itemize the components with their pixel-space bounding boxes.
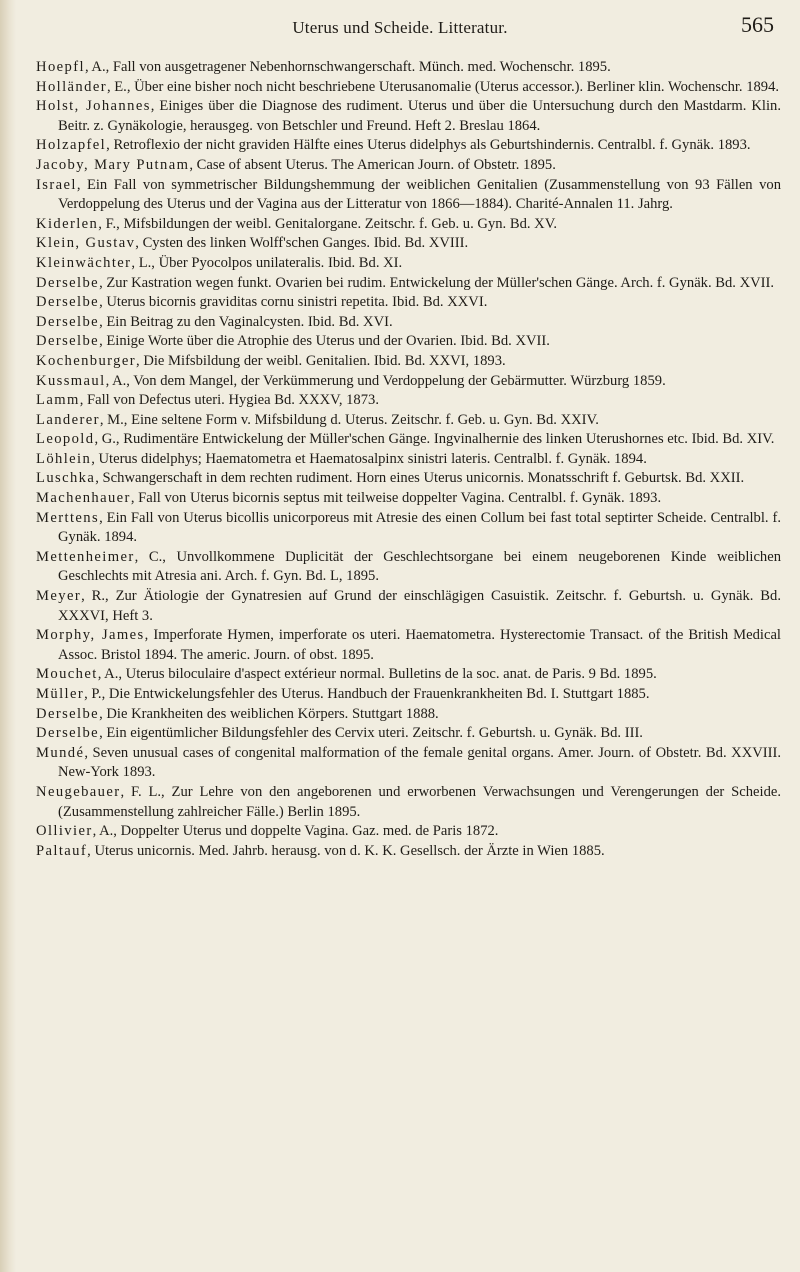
entry-citation: , Case of absent Uterus. The American Journ. of Obstetr. 1895. xyxy=(189,156,556,173)
entry-author: Kleinwächter xyxy=(36,254,132,271)
entry-citation: , A., Von dem Mangel, der Verkümmerung und Verdoppelung der Gebärmutter. Würzburg 1859. xyxy=(105,372,666,389)
entry-citation: , Uterus didelphys; Haematometra et Haematosalpinx sinistri lateris. Centralbl. f. Gynäk. 1894. xyxy=(91,450,647,467)
entry-author: Mettenheimer xyxy=(36,548,135,565)
bibliography-entry xyxy=(36,548,781,587)
bibliography-list xyxy=(36,58,781,861)
entry-citation: , Seven unusual cases of congenital malformation of the female genital organs. Amer. Journ. of Obstetr. Bd. XXVIII. New-York 1893. xyxy=(58,744,781,781)
bibliography-entry xyxy=(36,293,781,313)
entry-citation: , Zur Kastration wegen funkt. Ovarien bei rudim. Entwickelung der Müller'schen Gänge. Arch. f. Gynäk. Bd. XVII. xyxy=(99,274,775,291)
entry-citation: , M., Eine seltene Form v. Mifsbildung d. Uterus. Zeitschr. f. Geb. u. Gyn. Bd. XXIV. xyxy=(99,411,599,428)
bibliography-entry xyxy=(36,705,781,725)
entry-author: Mouchet xyxy=(36,666,98,683)
entry-citation: , Ein Fall von Uterus bicollis unicorporeus mit Atresie des einen Collum bei fast total septirter Scheide. Centralbl. f. Gynäk. 1894. xyxy=(58,509,781,546)
entry-citation: , Ein eigentümlicher Bildungsfehler des Cervix uteri. Zeitschr. f. Geburtsh. u. Gynäk. Bd. III. xyxy=(99,725,643,742)
bibliography-entry xyxy=(36,509,781,548)
entry-citation: , Schwangerschaft in dem rechten rudiment. Horn eines Uterus unicornis. Monatsschrift f. Geburtsk. Bd. XXII. xyxy=(95,470,745,487)
entry-author: Lamm xyxy=(36,392,80,409)
bibliography-entry xyxy=(36,469,781,489)
bibliography-entry xyxy=(36,450,781,470)
bibliography-entry xyxy=(36,215,781,235)
entry-author: Müller xyxy=(36,686,85,702)
entry-citation: , A., Uterus biloculaire d'aspect extérieur normal. Bulletins de la soc. anat. de Paris. 9 Bd. 1895. xyxy=(97,666,657,683)
bibliography-entry xyxy=(36,313,781,333)
bibliography-entry xyxy=(36,352,781,372)
bibliography-entry xyxy=(36,254,781,274)
bibliography-entry xyxy=(36,156,781,176)
entry-citation: , A., Doppelter Uterus und doppelte Vagina. Gaz. med. de Paris 1872. xyxy=(92,823,499,840)
entry-author: Derselbe xyxy=(36,705,100,722)
entry-citation: , Ein Beitrag zu den Vaginalcysten. Ibid. Bd. XVI. xyxy=(99,313,393,330)
entry-citation: , Cysten des linken Wolff'schen Ganges. Ibid. Bd. XVIII. xyxy=(135,235,469,252)
entry-citation: , F. L., Zur Lehre von den angeborenen und erworbenen Verwachsungen und Verengerungen der Scheide. (Zusammenstellung zahlreicher Fälle.) Berlin 1895. xyxy=(58,783,781,820)
entry-author: Mundé xyxy=(36,744,85,761)
bibliography-entry xyxy=(36,391,781,411)
running-head: Uterus und Scheide. Litteratur. xyxy=(292,18,508,37)
entry-citation: , Uterus unicornis. Med. Jahrb. herausg. von d. K. K. Gesellsch. der Ärzte in Wien 1885. xyxy=(87,842,605,859)
entry-author: Israel xyxy=(36,176,77,193)
entry-author: Luschka xyxy=(36,470,96,487)
bibliography-entry xyxy=(36,176,781,215)
entry-author: Landerer xyxy=(36,411,100,428)
entry-author: Merttens xyxy=(36,509,100,526)
entry-citation: , Einiges über die Diagnose des rudiment. Uterus und über die Untersuchung durch den Mastdarm. Klin. Beitr. z. Gynäkologie, herausgeg. von Betschler und Freund. Heft 2. Breslau 1864. xyxy=(58,98,781,134)
entry-citation: , Die Krankheiten des weiblichen Körpers. Stuttgart 1888. xyxy=(99,705,439,722)
entry-author: Neugebauer xyxy=(36,783,121,800)
bibliography-entry xyxy=(36,332,781,352)
entry-author: Leopold xyxy=(36,431,95,448)
entry-author: Derselbe xyxy=(36,294,100,311)
entry-citation: , Die Mifsbildung der weibl. Genitalien. Ibid. Bd. XXVI, 1893. xyxy=(136,352,506,369)
entry-author: Paltauf xyxy=(36,842,88,859)
entry-author: Derselbe xyxy=(36,333,100,350)
entry-author: Meyer xyxy=(36,588,82,605)
entry-citation: , R., Zur Ätiologie der Gynatresien auf Grund der einschlägigen Casuistik. Zeitschr. f. Geburtsh. u. Gynäk. Bd. XXXVI, Heft 3. xyxy=(58,588,781,624)
entry-author: Derselbe xyxy=(36,313,100,330)
entry-citation: , A., Fall von ausgetragener Nebenhornschwangerschaft. Münch. med. Wochenschr. 1895. xyxy=(84,59,611,75)
entry-author: Morphy, James xyxy=(36,627,145,644)
entry-author: Kochenburger xyxy=(36,352,137,369)
bibliography-entry xyxy=(36,587,781,626)
bibliography-entry xyxy=(36,842,781,862)
entry-author: Klein, Gustav xyxy=(36,235,136,252)
entry-author: Machenhauer xyxy=(36,490,131,507)
bibliography-entry xyxy=(36,78,781,98)
bibliography-entry xyxy=(36,136,781,156)
entry-author: Kiderlen xyxy=(36,215,99,232)
bibliography-entry xyxy=(36,822,781,842)
bibliography-entry xyxy=(36,783,781,822)
entry-author: Kussmaul xyxy=(36,372,106,389)
entry-citation: , Ein Fall von symmetrischer Bildungshemmung der weiblichen Genitalien (Zusammenstellung von 93 Fällen von Verdoppelung des Uterus und der Vagina aus der Litteratur von 1866—1884). Charité-Annalen 11. Jahrg. xyxy=(58,176,781,213)
entry-citation: , Retroflexio der nicht graviden Hälfte eines Uterus didelphys als Geburtshindernis. Centralbl. f. Gynäk. 1893. xyxy=(106,137,751,154)
entry-citation: , G., Rudimentäre Entwickelung der Müller'schen Gänge. Ingvinalhernie des linken Uterushornes etc. Ibid. Bd. XIV. xyxy=(94,431,775,448)
page-number: 565 xyxy=(741,12,774,37)
entry-citation: , L., Über Pyocolpos unilateralis. Ibid. Bd. XI. xyxy=(131,254,403,271)
entry-author: Löhlein xyxy=(36,450,92,467)
entry-citation: , E., Über eine bisher noch nicht beschriebene Uterusanomalie (Uterus accessor.). Berliner klin. Wochenschr. 1894. xyxy=(106,78,780,95)
entry-citation: , Fall von Uterus bicornis septus mit teilweise doppelter Vagina. Centralbl. f. Gynäk. 1893. xyxy=(130,490,662,507)
entry-author: Jacoby, Mary Putnam xyxy=(36,156,190,173)
bibliography-entry xyxy=(36,489,781,509)
bibliography-entry xyxy=(36,665,781,685)
entry-citation: , Uterus bicornis graviditas cornu sinistri repetita. Ibid. Bd. XXVI. xyxy=(99,294,488,311)
bibliography-entry xyxy=(36,274,781,294)
entry-author: Holländer xyxy=(36,78,107,95)
bibliography-entry xyxy=(36,685,781,705)
entry-citation: , Fall von Defectus uteri. Hygiea Bd. XXXV, 1873. xyxy=(79,392,379,409)
page-header xyxy=(0,12,800,42)
bibliography-entry xyxy=(36,744,781,783)
entry-citation: , P., Die Entwickelungsfehler des Uterus. Handbuch der Frauenkrankheiten Bd. I. Stuttgart 1885. xyxy=(84,686,650,702)
bibliography-entry xyxy=(36,58,781,78)
entry-citation: , F., Mifsbildungen der weibl. Genitalorgane. Zeitschr. f. Geb. u. Gyn. Bd. XV. xyxy=(98,215,558,232)
entry-author: Derselbe xyxy=(36,274,100,291)
entry-citation: , Imperforate Hymen, imperforate os uteri. Haematometra. Hysterectomie Transact. of the British Medical Assoc. Bristol 1894. The americ. Journ. of obst. 1895. xyxy=(58,627,781,663)
bibliography-entry xyxy=(36,430,781,450)
bibliography-entry xyxy=(36,234,781,254)
entry-author: Holst, Johannes xyxy=(36,98,151,115)
bibliography-entry xyxy=(36,626,781,665)
entry-citation: , C., Unvollkommene Duplicität der Geschlechtsorgane bei einem neugeborenen Kinde weiblichen Geschlechts mit Atresia ani. Arch. f. Gyn. Bd. L, 1895. xyxy=(58,548,781,585)
entry-author: Ollivier xyxy=(36,823,93,840)
entry-citation: , Einige Worte über die Atrophie des Uterus und der Ovarien. Ibid. Bd. XVII. xyxy=(99,333,550,350)
bibliography-entry xyxy=(36,724,781,744)
entry-author: Derselbe xyxy=(36,725,100,742)
bibliography-entry xyxy=(36,372,781,392)
bibliography-entry xyxy=(36,97,781,136)
entry-author: Hoepfl xyxy=(36,59,85,75)
bibliography-entry xyxy=(36,411,781,431)
binding-edge xyxy=(0,0,16,1272)
entry-author: Holzapfel xyxy=(36,137,107,154)
